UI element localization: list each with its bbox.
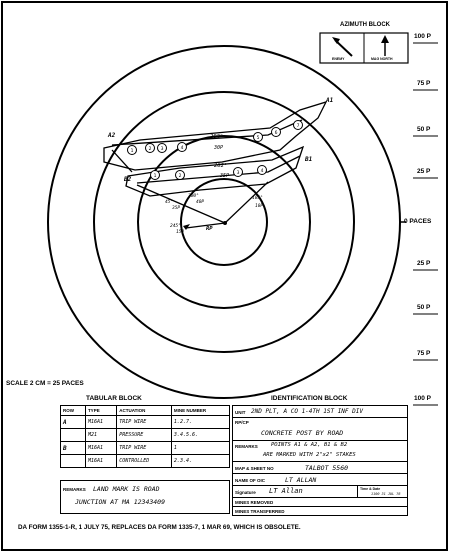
range-label-50-bottom: 50 P [417,304,431,311]
id-unit-value: 2ND PLT, A CO 1-4TH 1ST INF DIV [251,408,363,415]
table-header-row [61,406,230,416]
svg-text:7: 7 [296,124,300,129]
id-oic-value: LT ALLAN [285,476,317,484]
svg-text:2: 2 [178,174,182,179]
cell-actuation: TRIP WIRE [117,442,172,455]
id-time-label: Time & Date [360,487,381,491]
id-remarks-box [232,440,408,462]
tabular-remarks-box [60,480,230,514]
cell-row [61,429,86,442]
cell-type: M16A1 [85,416,116,429]
cell-row: B [61,442,86,455]
range-label-25-bottom: 25 P [417,260,431,267]
id-remarks-line1: POINTS A1 & A2, B1 & B2 [271,442,348,448]
label-a1: A1 [326,97,334,104]
label-ab2: 35P [172,206,181,211]
range-label-75-bottom: 75 P [417,350,431,357]
range-label-75-top: 75 P [417,80,431,87]
id-time-value: 1100 31 JUL 76 [371,492,401,496]
id-signature-label: Signature [235,490,256,495]
id-mines-transferred-label: MINES TRANSFERRED [235,509,285,514]
cell-row [61,455,86,468]
header-actuation: ACTUATION [117,406,172,416]
cell-mine-number: 3.4.5.6. [171,429,229,442]
cell-type: M16A1 [85,442,116,455]
svg-text:3: 3 [160,147,164,152]
id-remarks-label: REMARKS [235,444,258,449]
cell-type: M21 [85,429,116,442]
label-a2: A2 [108,132,116,139]
mag-north-label: MAG NORTH [371,57,393,61]
cell-actuation: PRESSURE [117,429,172,442]
svg-text:1: 1 [153,174,157,179]
label-ab3: 300° [188,194,199,199]
label-d-a: 30P [214,145,224,151]
range-label-25-top: 25 P [417,168,431,175]
label-rp: RP [206,226,213,232]
label-az-b: 262° [214,163,228,169]
header-type: TYPE [85,406,116,416]
label-ab4: 40P [196,200,205,205]
svg-text:4: 4 [180,146,184,151]
form-footer: DA FORM 1355-1-R, 1 JULY 75, REPLACES DA FORM 1335-7, 1 MAR 69, WHICH IS OBSOLETE. [18,524,301,531]
rp-marker [223,221,227,225]
svg-text:2: 2 [148,147,152,152]
label-ab6: 10P [255,204,264,209]
scale-text: SCALE 2 CM = 25 PACES [6,380,84,387]
tabular-remarks-line1: LAND MARK IS ROAD [93,485,160,493]
cell-mine-number: 1 [171,442,229,455]
range-label-100-top: 100 P [414,33,431,40]
id-rp-label: RP/CP [235,420,249,425]
id-remarks-line2: ARE MARKED WITH 2"x2" STAKES [263,452,356,458]
id-oic-label: NAME OF OIC [235,478,265,483]
svg-text:6: 6 [274,131,278,136]
cell-actuation: CONTROLLED [117,455,172,468]
id-map-label: MAP & SHEET NO [235,466,274,471]
cell-row: A [61,416,86,429]
table-row [61,442,230,455]
svg-text:4: 4 [260,169,264,174]
tabular-block-table [60,405,230,468]
label-ab8: 15P [176,230,185,235]
label-b1: B1 [305,156,313,163]
cell-mine-number: 2.3.4. [171,455,229,468]
tabular-remarks-label: REMARKS [63,487,86,492]
svg-text:1: 1 [130,149,134,154]
id-map-value: TALBOT 5560 [305,464,349,472]
tabular-block-title: TABULAR BLOCK [86,395,142,402]
identification-block-title: IDENTIFICATION BLOCK [271,395,348,402]
header-row: ROW [61,406,86,416]
id-signature-value: LT Allan [269,487,303,495]
label-ab5: 105° [252,196,263,201]
id-mines-removed-label: MINES REMOVED [235,500,274,505]
label-b2: B2 [124,176,132,183]
azimuth-block-title: AZIMUTH BLOCK [340,22,390,28]
id-mines-transferred-box [232,506,408,516]
range-label-50-top: 50 P [417,126,431,133]
range-label-100-bottom: 100 P [414,395,431,402]
label-d-b: 35P [220,173,230,179]
svg-text:3: 3 [236,171,240,176]
id-unit-label: UNIT [235,410,246,415]
label-ab7: 245° [170,224,181,229]
label-ab1: 45° [165,200,174,205]
svg-text:5: 5 [256,136,260,141]
table-row [61,416,230,429]
label-az-a: 263° [210,134,224,140]
cell-type: M16A1 [85,455,116,468]
cell-actuation: TRIP WIRE [117,416,172,429]
range-label-zero: 0 PACES [404,218,432,225]
enemy-label: ENEMY [332,57,345,61]
header-mine-number: MINE NUMBER [171,406,229,416]
tabular-remarks-line2: JUNCTION AT MA 12343409 [75,498,166,506]
id-rp-box [232,417,408,441]
table-row [61,429,230,442]
id-rp-value: CONCRETE POST BY ROAD [261,429,344,437]
table-row [61,455,230,468]
cell-mine-number: 1.2.7. [171,416,229,429]
